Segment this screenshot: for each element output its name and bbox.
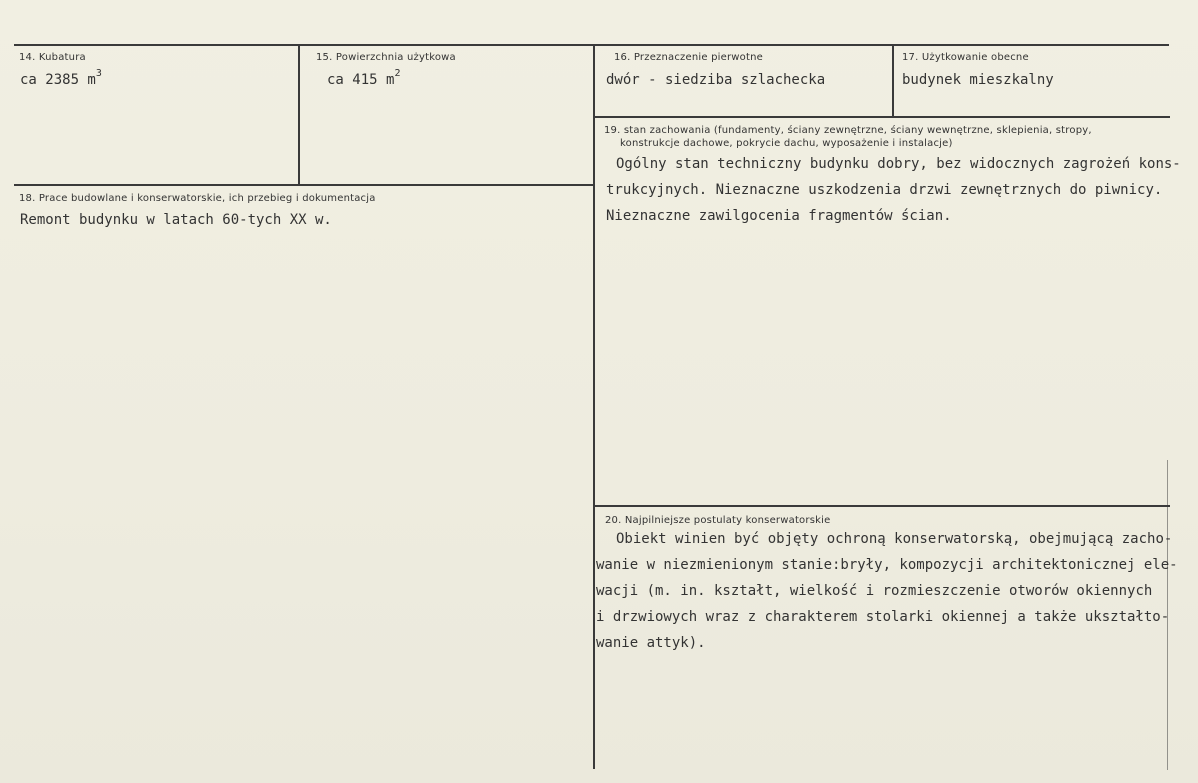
field-15-label: 15. Powierzchnia użytkowa [316,52,456,63]
field-16-label: 16. Przeznaczenie pierwotne [614,52,764,63]
field-19-label-line-1: 19. stan zachowania (fundamenty, ściany zewnętrzne, ściany wewnętrzne, sklepienia, stropy, [604,125,1092,136]
field-20-label: 20. Najpilniejsze postulaty konserwatorskie [605,515,831,526]
field-17-label: 17. Użytkowanie obecne [902,52,1029,63]
field-20-value [596,526,1178,656]
field-17-value: budynek mieszkalny [902,72,1054,88]
field-20-line: i drzwiowych wraz z charakterem stolarki okiennej a także ukształto- [596,609,1170,625]
rule-under-14-15 [14,184,594,186]
field-18-label: 18. Prace budowlane i konserwatorskie, ich przebieg i dokumentacja [19,193,376,204]
rule-under-19 [594,505,1170,507]
field-16-value: dwór - siedziba szlachecka [606,72,826,88]
field-19-label-line-2: konstrukcje dachowe, pokrycie dachu, wyposażenie i instalacje) [620,138,953,149]
area-unit-exponent: 2 [394,68,401,79]
volume-unit-exponent: 3 [95,68,102,79]
top-rule [14,44,1169,46]
divider-16-17 [892,45,894,117]
field-19-label [604,124,1092,150]
field-20-line: wanie attyk). [596,635,706,651]
field-20-line: wanie w niezmienionym stanie:bryły, kompozycji architektonicznej ele- [596,557,1178,573]
divider-14-15 [298,45,300,185]
rule-under-16-17 [594,116,1170,118]
field-19-line: trukcyjnych. Nieznaczne uszkodzenia drzwi zewnętrznych do piwnicy. [606,182,1163,198]
field-19-value [606,151,1181,229]
field-20-line: Obiekt winien być objęty ochroną konserwatorską, obejmującą zacho- [616,531,1173,547]
field-18-value: Remont budynku w latach 60-tych XX w. [20,212,332,228]
area-value: ca 415 m [327,72,395,88]
field-14-label: 14. Kubatura [19,52,86,63]
field-20-line: wacji (m. in. kształt, wielkość i rozmieszczenie otworów okiennych [596,583,1153,599]
field-15-value [327,68,401,88]
field-19-line: Nieznaczne zawilgocenia fragmentów ścian. [606,208,952,224]
field-14-value [20,68,102,88]
field-19-line: Ogólny stan techniczny budynku dobry, bez widocznych zagrożeń kons- [616,156,1181,172]
volume-value: ca 2385 m [20,72,96,88]
divider-left-right [593,45,595,769]
